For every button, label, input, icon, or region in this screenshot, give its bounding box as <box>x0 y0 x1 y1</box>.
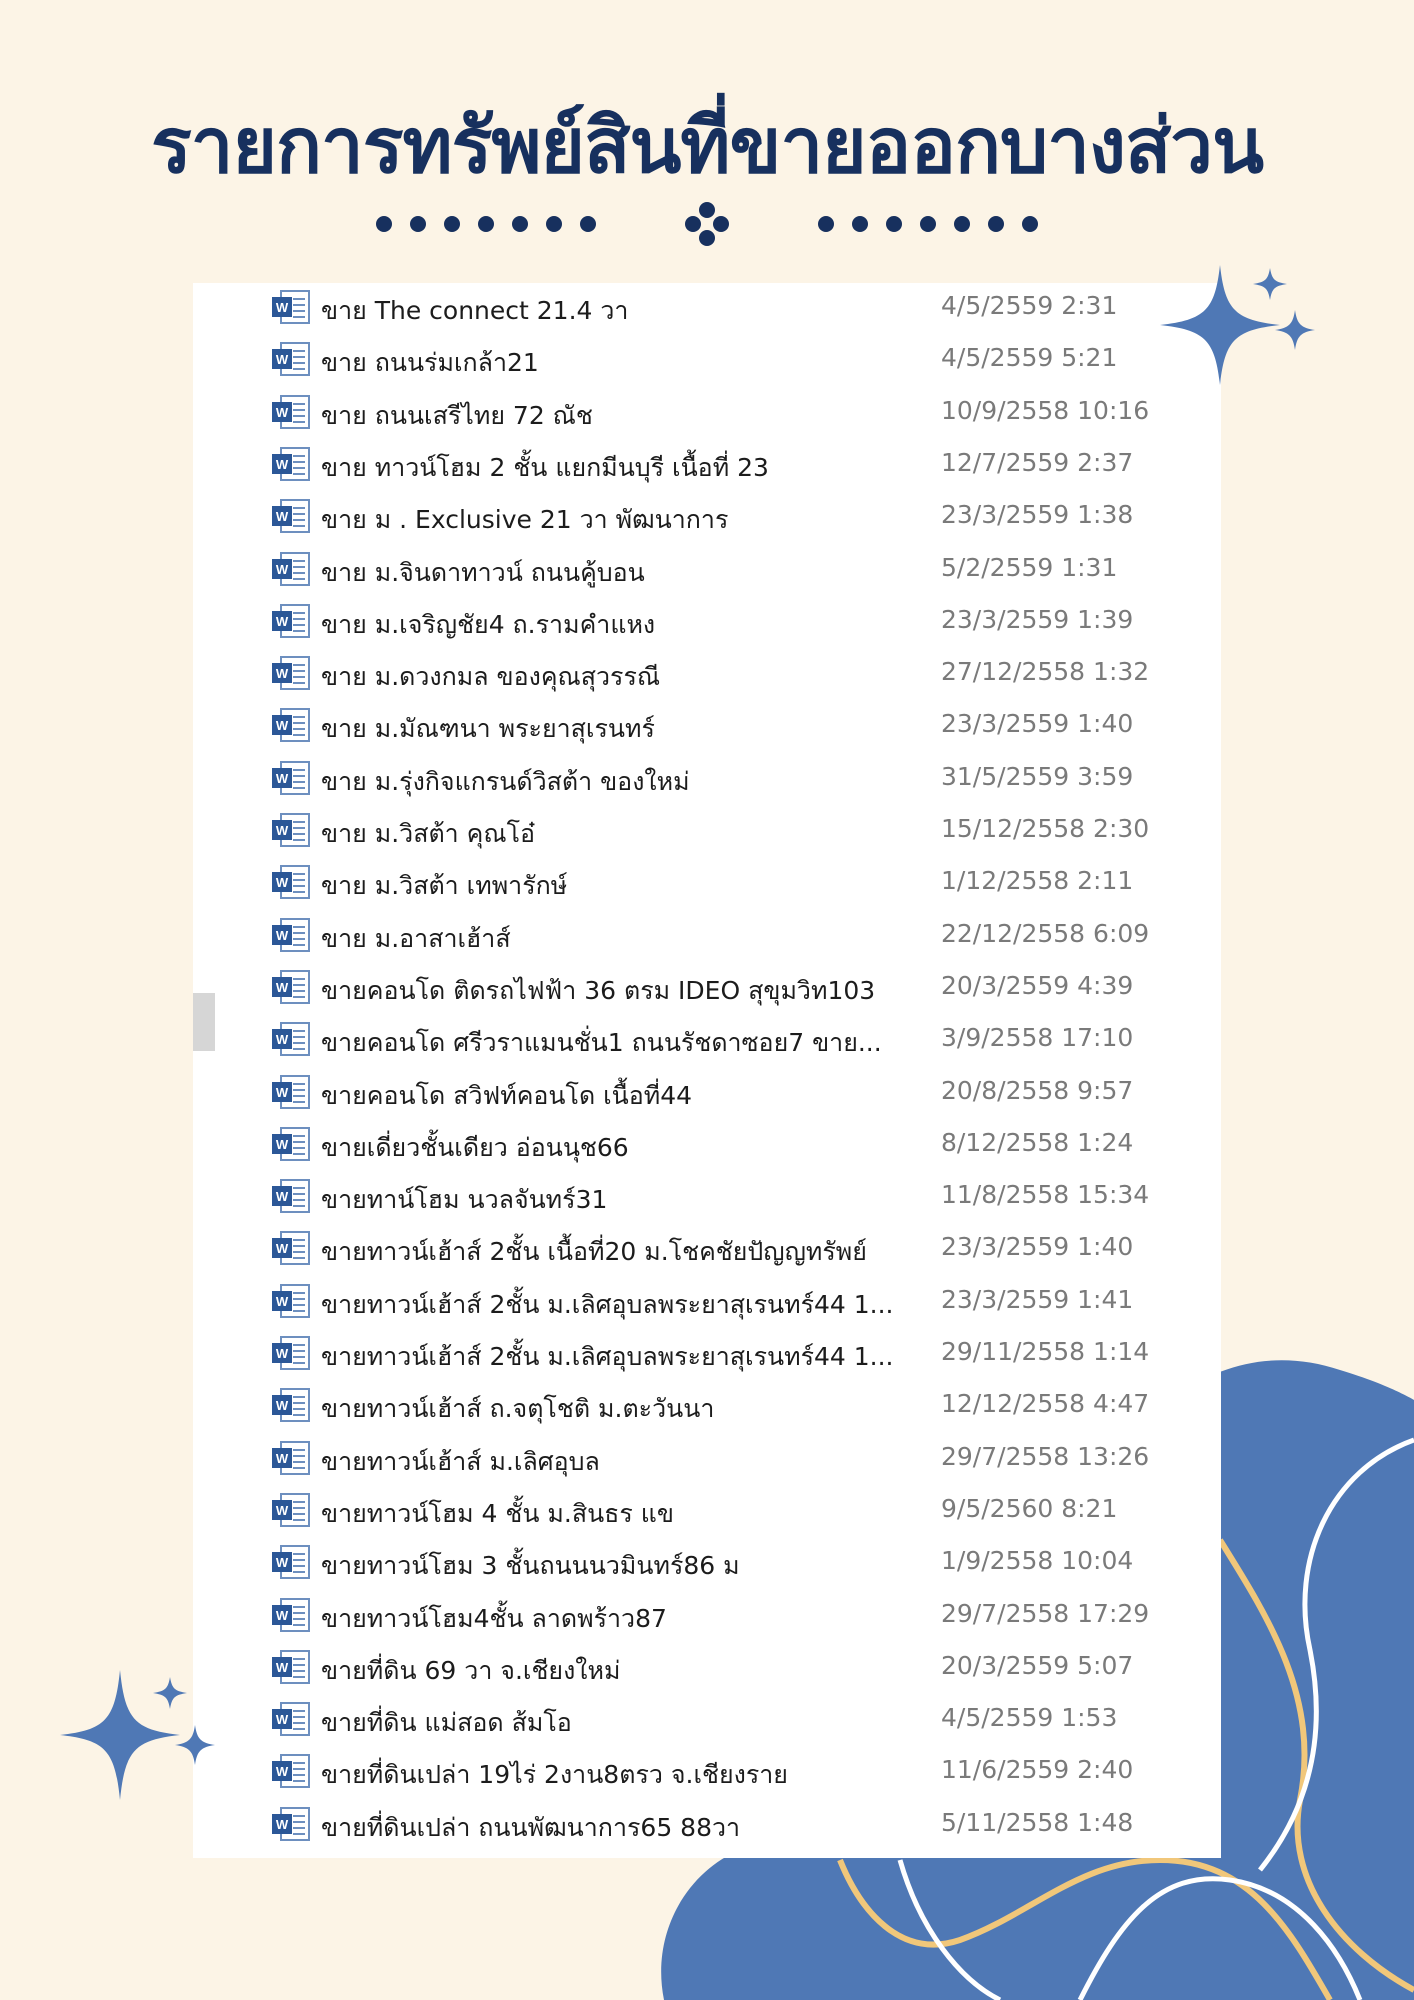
word-document-icon <box>271 707 311 747</box>
file-date-modified: 11/6/2559 2:40 <box>941 1755 1134 1785</box>
file-row[interactable] <box>193 1064 1221 1116</box>
file-name: ขาย ม.ดวงกมล ของคุณสุวรรณี <box>321 662 661 692</box>
file-name: ขายทาวน์เฮ้าส์ 2ชั้น เนื้อที่20 ม.โชคชัยปัญญทรัพย์ <box>321 1237 867 1267</box>
sparkle-icon-bottom-left <box>55 1665 230 1805</box>
word-document-icon <box>271 1649 311 1689</box>
word-document-icon <box>271 1283 311 1323</box>
svg-text:W: W <box>275 1607 289 1623</box>
file-row[interactable] <box>193 1377 1221 1429</box>
file-name: ขายคอนโด สวิฟท์คอนโด เนื้อที่44 <box>321 1080 693 1110</box>
file-date-modified: 31/5/2559 3:59 <box>941 761 1134 791</box>
svg-text:W: W <box>275 666 289 682</box>
word-document-icon <box>271 1230 311 1270</box>
file-date-modified: 23/3/2559 1:41 <box>941 1284 1134 1314</box>
sparkle-icon-top-right <box>1155 260 1325 390</box>
word-document-icon <box>271 1492 311 1532</box>
svg-text:W: W <box>275 509 289 525</box>
file-name: ขายทาน์โฮม นวลจันทร์31 <box>321 1185 608 1215</box>
file-row[interactable] <box>193 1796 1221 1848</box>
file-name: ขาย ม.รุ่งกิจแกรนด์วิสต้า ของใหม่ <box>321 766 690 796</box>
file-date-modified: 5/2/2559 1:31 <box>941 552 1118 582</box>
file-row[interactable] <box>193 802 1221 854</box>
svg-text:W: W <box>275 1084 289 1100</box>
file-row[interactable] <box>193 1743 1221 1795</box>
file-name: ขายทาวน์โฮม 3 ชั้นถนนนวมินทร์86 ม <box>321 1551 740 1581</box>
file-date-modified: 29/7/2558 17:29 <box>941 1598 1150 1628</box>
word-document-icon <box>271 969 311 1009</box>
file-row[interactable] <box>193 1116 1221 1168</box>
file-name: ขายที่ดิน แม่สอด ส้มโอ <box>321 1708 572 1738</box>
word-document-icon <box>271 917 311 957</box>
file-row[interactable] <box>193 959 1221 1011</box>
file-row[interactable] <box>193 1639 1221 1691</box>
svg-text:W: W <box>275 718 289 734</box>
file-date-modified: 27/12/2558 1:32 <box>941 657 1150 687</box>
word-document-icon <box>271 551 311 591</box>
svg-text:W: W <box>275 823 289 838</box>
word-document-icon <box>271 1597 311 1637</box>
word-document-icon <box>271 655 311 695</box>
file-date-modified: 12/12/2558 4:47 <box>941 1389 1150 1419</box>
file-date-modified: 4/5/2559 5:21 <box>941 343 1118 373</box>
svg-text:W: W <box>275 1398 289 1414</box>
file-date-modified: 20/8/2558 9:57 <box>941 1075 1134 1105</box>
word-document-icon <box>271 603 311 643</box>
file-list-panel <box>193 283 1221 1858</box>
file-name: ขายที่ดินเปล่า ถนนพัฒนาการ65 88วา <box>321 1812 741 1842</box>
file-date-modified: 1/9/2558 10:04 <box>941 1546 1134 1576</box>
svg-text:W: W <box>275 352 289 368</box>
file-date-modified: 8/12/2558 1:24 <box>941 1127 1134 1157</box>
file-date-modified: 4/5/2559 2:31 <box>941 291 1118 320</box>
file-row[interactable] <box>193 283 1221 331</box>
file-row[interactable] <box>193 331 1221 383</box>
svg-text:W: W <box>275 979 289 995</box>
word-document-icon <box>271 1126 311 1166</box>
word-document-icon <box>271 498 311 538</box>
file-name: ขายคอนโด ศรีวราแมนชั่น1 ถนนรัชดาซอย7 ขาย... <box>321 1028 882 1058</box>
file-date-modified: 10/9/2558 10:16 <box>941 395 1150 425</box>
file-row[interactable] <box>193 1482 1221 1534</box>
svg-text:W: W <box>275 1450 289 1466</box>
file-date-modified: 4/5/2559 1:53 <box>941 1703 1118 1733</box>
file-date-modified: 22/12/2558 6:09 <box>941 918 1150 948</box>
file-row[interactable] <box>193 384 1221 436</box>
svg-text:W: W <box>275 1189 289 1205</box>
file-row[interactable] <box>193 593 1221 645</box>
file-row[interactable] <box>193 541 1221 593</box>
word-document-icon <box>271 1021 311 1061</box>
file-date-modified: 20/3/2559 4:39 <box>941 970 1134 1000</box>
file-row[interactable] <box>193 1168 1221 1220</box>
file-name: ขายทาวน์เฮ้าส์ ถ.จตุโชติ ม.ตะวันนา <box>321 1394 715 1424</box>
file-date-modified: 23/3/2559 1:40 <box>941 1232 1134 1262</box>
file-name: ขาย ม.จินดาทาวน์ ถนนคู้บอน <box>321 557 645 587</box>
file-name: ขาย ทาวน์โฮม 2 ชั้น แยกมีนบุรี เนื้อที่ 23 <box>321 452 769 482</box>
word-document-icon <box>271 812 311 852</box>
svg-text:W: W <box>275 1032 289 1048</box>
file-date-modified: 20/3/2559 5:07 <box>941 1650 1134 1680</box>
file-date-modified: 29/7/2558 13:26 <box>941 1441 1150 1471</box>
file-row[interactable] <box>193 907 1221 959</box>
file-date-modified: 23/3/2559 1:40 <box>941 709 1134 739</box>
file-row[interactable] <box>193 697 1221 749</box>
word-document-icon <box>271 1335 311 1375</box>
svg-text:W: W <box>275 1293 289 1309</box>
svg-text:W: W <box>275 613 289 629</box>
word-document-icon <box>271 446 311 486</box>
file-date-modified: 3/9/2558 17:10 <box>941 1023 1134 1053</box>
word-document-icon <box>271 289 311 329</box>
word-document-icon <box>271 760 311 800</box>
file-row[interactable] <box>193 750 1221 802</box>
svg-text:W: W <box>275 770 289 786</box>
file-name: ขาย ถนนร่มเกล้า21 <box>321 348 539 378</box>
svg-text:W: W <box>275 300 289 315</box>
word-document-icon <box>271 394 311 434</box>
file-name: ขาย ม.เจริญชัย4 ถ.รามคำแหง <box>321 609 656 639</box>
file-row[interactable] <box>193 436 1221 488</box>
file-date-modified: 9/5/2560 8:21 <box>941 1493 1118 1523</box>
svg-text:W: W <box>275 561 289 577</box>
word-document-icon <box>271 1074 311 1114</box>
word-document-icon <box>271 1544 311 1584</box>
file-name: ขายทาวน์เฮ้าส์ 2ชั้น ม.เลิศอุบลพระยาสุเรนทร์44 1... <box>321 1289 894 1319</box>
svg-text:W: W <box>275 1764 289 1780</box>
svg-text:W: W <box>275 1346 289 1361</box>
file-date-modified: 29/11/2558 1:14 <box>941 1337 1150 1366</box>
file-date-modified: 12/7/2559 2:37 <box>941 447 1134 477</box>
file-name: ขายที่ดิน 69 วา จ.เชียงใหม่ <box>321 1655 621 1685</box>
page-title: รายการทรัพย์สินที่ขายออกบางส่วน <box>150 101 1264 190</box>
word-document-icon <box>271 864 311 904</box>
file-name: ขายคอนโด ติดรถไฟฟ้า 36 ตรม IDEO สุขุมวิท103 <box>321 975 876 1005</box>
svg-text:W: W <box>275 1816 289 1832</box>
word-document-icon <box>271 1440 311 1480</box>
word-document-icon <box>271 1806 311 1846</box>
svg-text:W: W <box>275 1659 289 1675</box>
file-row[interactable] <box>193 645 1221 697</box>
file-name: ขาย ม.วิสต้า คุณโอ๋ <box>321 819 536 848</box>
svg-text:W: W <box>275 927 289 943</box>
file-row[interactable] <box>193 1220 1221 1272</box>
file-name: ขายทาวน์เฮ้าส์ ม.เลิศอุบล <box>321 1446 600 1476</box>
svg-text:W: W <box>275 1502 289 1518</box>
file-name: ขาย ถนนเสรีไทย 72 ณัช <box>321 400 593 430</box>
svg-text:W: W <box>275 1136 289 1152</box>
file-name: ขาย ม.มัณฑนา พระยาสุเรนทร์ <box>321 714 655 744</box>
file-row[interactable] <box>193 488 1221 540</box>
dotted-divider <box>372 202 1042 252</box>
file-name: ขาย ม.วิสต้า เทพารักษ์ <box>321 871 568 901</box>
word-document-icon <box>271 1701 311 1741</box>
file-date-modified: 23/3/2559 1:38 <box>941 500 1134 530</box>
svg-text:W: W <box>275 1555 289 1571</box>
file-date-modified: 15/12/2558 2:30 <box>941 814 1150 843</box>
file-date-modified: 1/12/2558 2:11 <box>941 866 1134 896</box>
word-document-icon <box>271 1387 311 1427</box>
file-name: ขาย The connect 21.4 วา <box>321 296 629 325</box>
file-date-modified: 11/8/2558 15:34 <box>941 1180 1150 1210</box>
file-row[interactable] <box>193 1534 1221 1586</box>
word-document-icon <box>271 1178 311 1218</box>
file-row[interactable] <box>193 1691 1221 1743</box>
svg-text:W: W <box>275 875 289 891</box>
file-row[interactable] <box>193 1325 1221 1377</box>
file-row[interactable] <box>193 1430 1221 1482</box>
file-row[interactable] <box>193 854 1221 906</box>
word-document-icon <box>271 1753 311 1793</box>
file-name: ขาย ม . Exclusive 21 วา พัฒนาการ <box>321 505 729 535</box>
file-name: ขาย ม.อาสาเฮ้าส์ <box>321 923 511 953</box>
file-row[interactable] <box>193 1587 1221 1639</box>
file-name: ขายทาวน์โฮม 4 ชั้น ม.สินธร แข <box>321 1498 675 1528</box>
file-date-modified: 23/3/2559 1:39 <box>941 604 1134 634</box>
svg-text:W: W <box>275 1712 289 1728</box>
svg-text:W: W <box>275 404 289 420</box>
file-row[interactable] <box>193 1011 1221 1063</box>
word-document-icon <box>271 341 311 381</box>
file-name: ขายทาวน์เฮ้าส์ 2ชั้น ม.เลิศอุบลพระยาสุเรนทร์44 1... <box>321 1342 894 1371</box>
file-name: ขายทาวน์โฮม4ชั้น ลาดพร้าว87 <box>321 1603 667 1633</box>
file-name: ขายเดี่ยวชั้นเดียว อ่อนนุช66 <box>321 1132 629 1162</box>
svg-text:W: W <box>275 1241 289 1257</box>
svg-text:W: W <box>275 456 289 472</box>
file-date-modified: 5/11/2558 1:48 <box>941 1807 1134 1837</box>
file-row[interactable] <box>193 1273 1221 1325</box>
file-name: ขายที่ดินเปล่า 19ไร่ 2งาน8ตรว จ.เชียงราย <box>321 1760 788 1790</box>
